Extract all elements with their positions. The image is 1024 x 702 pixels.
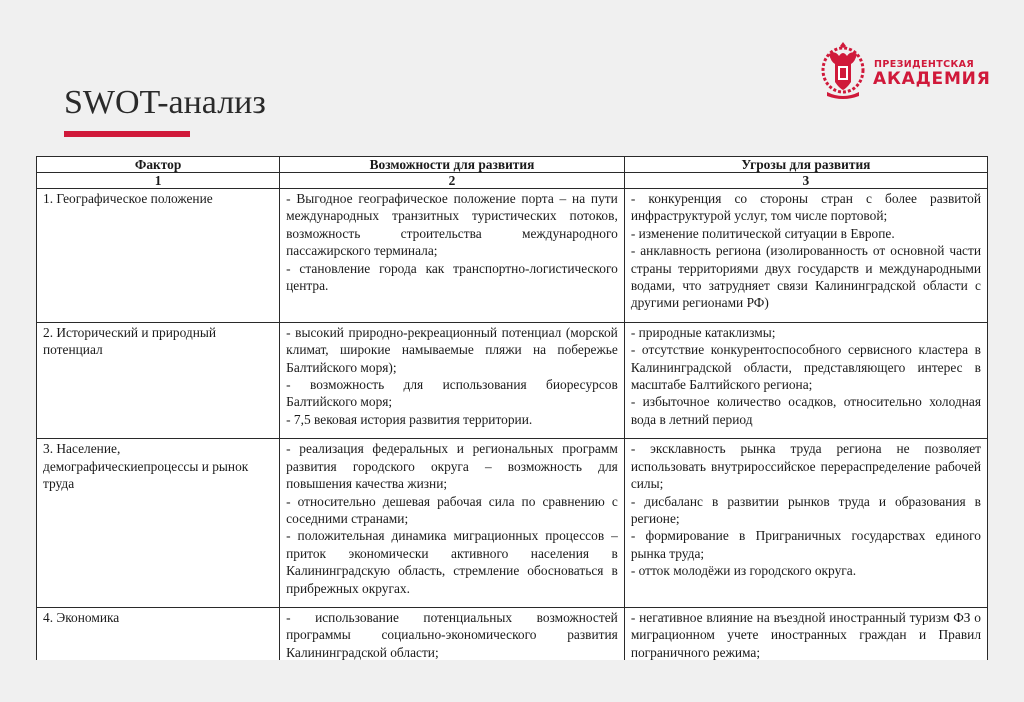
coat-of-arms-emblem-icon — [819, 40, 867, 102]
threat-item: - дисбаланс в развитии рынков труда и образования в регионе; — [630, 493, 981, 526]
table-row — [37, 607, 988, 660]
table-row — [37, 439, 988, 608]
page-title: SWOT-анализ — [64, 84, 266, 121]
factor-cell: 3. Население, демографическиепроцессы и рынок труда — [37, 439, 280, 608]
threats-cell — [624, 439, 987, 608]
table-header-row — [37, 157, 988, 173]
factor-cell: 4. Экономика — [37, 607, 280, 660]
opportunity-item: - становление города как транспортно-логистического центра. — [286, 260, 618, 294]
opportunities-cell — [280, 607, 625, 660]
swot-table-container — [36, 156, 988, 660]
opportunities-cell — [280, 439, 625, 608]
opportunity-item: - высокий природно-рекреационный потенциал (морской климат, широкие намываемые пляжи на побережье Балтийского моря); — [286, 324, 618, 375]
opportunities-cell — [280, 322, 625, 438]
threats-cell — [624, 189, 987, 323]
threat-item: - конкуренция со стороны стран с более развитой инфраструктурой услуг, том числе портовой; — [630, 191, 981, 224]
opportunities-cell — [280, 189, 625, 323]
threat-item: - природные катаклизмы; — [630, 324, 776, 340]
opportunity-item: - реализация федеральных и региональных программ развития городского округа – возможность для повышения качества жизни; — [286, 441, 618, 492]
threat-item: - изменение политической ситуации в Европе. — [630, 225, 895, 241]
opportunity-item: - положительная динамика миграционных процессов – приток экономически активного населения в Калининградскую область, стремление обосноваться в прибрежных округах. — [286, 528, 618, 596]
table-number-row — [37, 173, 988, 189]
opportunity-item: - 7,5 вековая история развития территории. — [286, 411, 533, 427]
academy-logo — [819, 40, 991, 102]
factor-cell: 1. Географическое положение — [37, 189, 280, 323]
threat-item: - эксклавность рынка труда региона не позволяет использовать внутрироссийское перераспределение рабочей силы; — [630, 441, 981, 492]
opportunity-item: - использование потенциальных возможностей программы социально-экономического развития Калининградской области; — [286, 609, 618, 660]
column-number-1: 1 — [37, 173, 280, 189]
logo-text-line2: АКАДЕМИЯ — [873, 69, 991, 89]
threat-item: - отсутствие конкурентоспособного сервисного кластера в Калининградской области, представляющего интерес в масштабе Балтийского региона; — [630, 342, 981, 393]
title-underline — [64, 131, 190, 137]
opportunity-item: - относительно дешевая рабочая сила по сравнению с соседними странами; — [286, 493, 618, 526]
opportunity-item: - Выгодное географическое положение порта – на пути международных транзитных туристических потоков, возможность строительства международного пассажирского терминала; — [286, 191, 618, 259]
threat-item: - анклавность региона (изолированность от основной части страны территориями двух государств и международными водами, что затрудняет связи Калининградской области с другими регионами РФ) — [630, 243, 981, 311]
threats-cell — [624, 607, 987, 660]
column-header-opportunities: Возможности для развития — [280, 157, 625, 173]
threats-cell — [624, 322, 987, 438]
opportunity-item: - возможность для использования биоресурсов Балтийского моря; — [286, 377, 618, 410]
factor-cell: 2. Исторический и природный потенциал — [37, 322, 280, 438]
logo-text-line1: ПРЕЗИДЕНТСКАЯ — [874, 59, 975, 70]
threat-item: - избыточное количество осадков, относительно холодная вода в летний период — [630, 394, 981, 427]
swot-table — [36, 156, 988, 660]
threat-item: - негативное влияние на въездной иностранный туризм ФЗ о миграционном учете иностранных граждан и Правил пограничного режима; — [630, 609, 981, 660]
column-number-3: 3 — [624, 173, 987, 189]
column-number-2: 2 — [280, 173, 625, 189]
column-header-threats: Угрозы для развития — [624, 157, 987, 173]
table-row — [37, 322, 988, 438]
column-header-factor: Фактор — [37, 157, 280, 173]
threat-item: - отток молодёжи из городского округа. — [630, 563, 857, 579]
threat-item: - формирование в Приграничных государствах единого рынка труда; — [630, 528, 981, 561]
table-row — [37, 189, 988, 323]
